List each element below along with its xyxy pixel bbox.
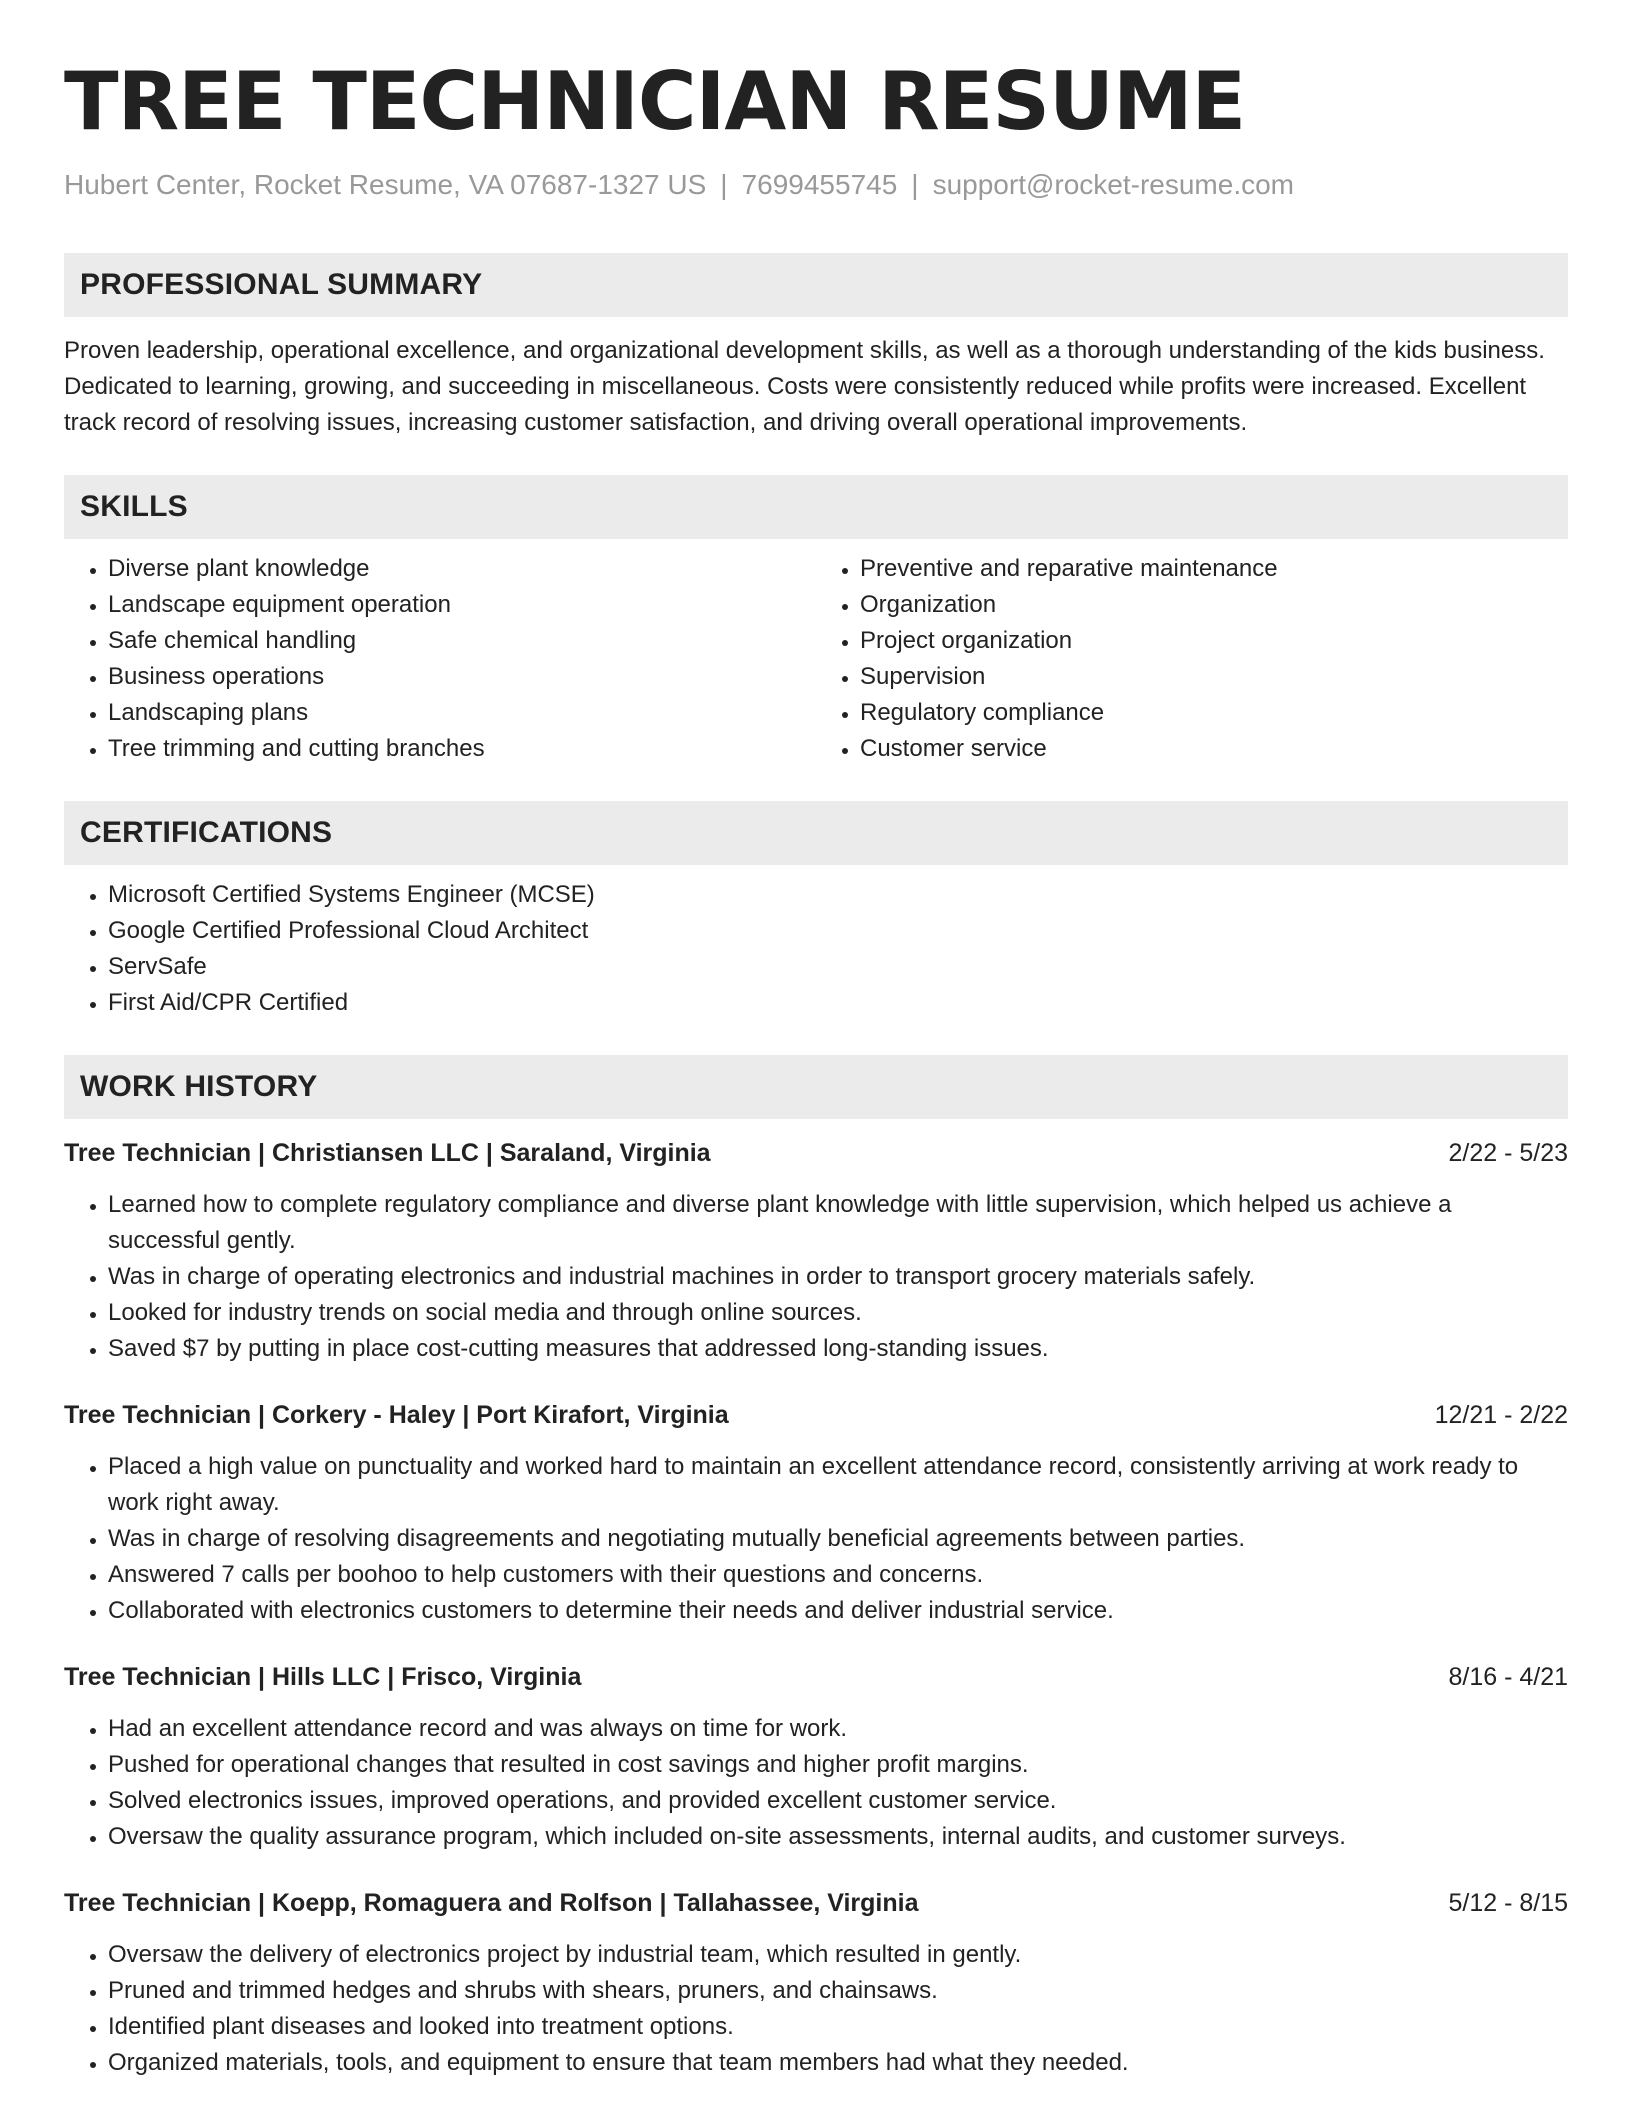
job-bullet: • Saved $7 by putting in place cost-cutting measures that addressed long-standing issues. — [108, 1331, 1568, 1367]
job-bullet: • Identified plant diseases and looked into treatment options. — [108, 2009, 1568, 2045]
certifications-list — [64, 877, 1568, 1021]
job-title: Tree Technician | Hills LLC | Frisco, Virginia — [64, 1663, 582, 1691]
skill-item: • Safe chemical handling — [108, 623, 816, 659]
job-bullet: • Answered 7 calls per boohoo to help customers with their questions and concerns. — [108, 1557, 1568, 1593]
certifications-heading: CERTIFICATIONS — [64, 801, 1568, 865]
job-bullet: • Pushed for operational changes that resulted in cost savings and higher profit margins. — [108, 1747, 1568, 1783]
job-dates: 5/12 - 8/15 — [1448, 1889, 1568, 1917]
certification-item: • Microsoft Certified Systems Engineer (MCSE) — [108, 877, 1568, 913]
certification-item: • ServSafe — [108, 949, 1568, 985]
job-dates: 12/21 - 2/22 — [1434, 1401, 1568, 1429]
job-entry — [64, 1397, 1568, 1629]
job-bullet: • Learned how to complete regulatory compliance and diverse plant knowledge with little supervision, which helped us achieve a successful gently. — [108, 1187, 1568, 1259]
job-title: Tree Technician | Corkery - Haley | Port Kirafort, Virginia — [64, 1401, 729, 1429]
skill-item: • Tree trimming and cutting branches — [108, 731, 816, 767]
skill-item: • Regulatory compliance — [860, 695, 1568, 731]
job-bullets — [64, 1711, 1568, 1855]
job-dates: 8/16 - 4/21 — [1448, 1663, 1568, 1691]
job-title: Tree Technician | Christiansen LLC | Saraland, Virginia — [64, 1139, 711, 1167]
job-bullet: • Was in charge of operating electronics and industrial machines in order to transport grocery materials safely. — [108, 1259, 1568, 1295]
job-bullet: • Placed a high value on punctuality and worked hard to maintain an excellent attendance record, consistently arriving at work ready to work right away. — [108, 1449, 1568, 1521]
job-bullet: • Pruned and trimmed hedges and shrubs with shears, pruners, and chainsaws. — [108, 1973, 1568, 2009]
summary-section — [64, 253, 1568, 441]
skill-item: • Landscaping plans — [108, 695, 816, 731]
skills-list-right — [816, 551, 1568, 767]
resume-title: TREE TECHNICIAN RESUME — [64, 55, 1246, 148]
certification-item: • Google Certified Professional Cloud Architect — [108, 913, 1568, 949]
skill-item: • Diverse plant knowledge — [108, 551, 816, 587]
contact-address: Hubert Center, Rocket Resume, VA 07687-1327 US — [64, 169, 707, 200]
skill-item: • Project organization — [860, 623, 1568, 659]
job-bullets — [64, 1187, 1568, 1367]
job-header — [64, 1659, 1568, 1695]
certifications-section — [64, 801, 1568, 1021]
job-bullet: • Oversaw the quality assurance program, which included on-site assessments, internal audits, and customer surveys. — [108, 1819, 1568, 1855]
job-bullet: • Collaborated with electronics customers to determine their needs and deliver industrial service. — [108, 1593, 1568, 1629]
skill-item: • Business operations — [108, 659, 816, 695]
summary-text: Proven leadership, operational excellence, and organizational development skills, as well as a thorough understanding of the kids business. Dedicated to learning, growing, and succeeding in miscellaneous. Costs were consistently reduced while profits were increased. Excellent track record of resolving issues, increasing customer satisfaction, and driving overall operational improvements. — [64, 337, 1545, 436]
job-bullet: • Was in charge of resolving disagreements and negotiating mutually beneficial agreements between parties. — [108, 1521, 1568, 1557]
skills-column-right — [816, 551, 1568, 767]
contact-separator: | — [720, 169, 728, 200]
job-header — [64, 1885, 1568, 1921]
job-header — [64, 1397, 1568, 1433]
certification-item: • First Aid/CPR Certified — [108, 985, 1568, 1021]
skills-section — [64, 475, 1568, 767]
work-history-section — [64, 1055, 1568, 2081]
job-header — [64, 1135, 1568, 1171]
job-bullet: • Oversaw the delivery of electronics project by industrial team, which resulted in gently. — [108, 1937, 1568, 1973]
job-dates: 2/22 - 5/23 — [1448, 1139, 1568, 1167]
work-history-heading: WORK HISTORY — [64, 1055, 1568, 1119]
job-bullet: • Solved electronics issues, improved operations, and provided excellent customer service. — [108, 1783, 1568, 1819]
contact-separator: | — [911, 169, 919, 200]
skill-item: • Supervision — [860, 659, 1568, 695]
skill-item: • Organization — [860, 587, 1568, 623]
job-bullet: • Looked for industry trends on social media and through online sources. — [108, 1295, 1568, 1331]
skills-list-left — [64, 551, 816, 767]
job-bullet: • Had an excellent attendance record and was always on time for work. — [108, 1711, 1568, 1747]
job-entry — [64, 1885, 1568, 2081]
skills-columns — [64, 551, 1568, 767]
job-bullets — [64, 1937, 1568, 2081]
contact-email: support@rocket-resume.com — [932, 169, 1295, 200]
skills-heading: SKILLS — [64, 475, 1568, 539]
contact-line — [64, 169, 1568, 201]
summary-heading: PROFESSIONAL SUMMARY — [64, 253, 1568, 317]
job-entry — [64, 1659, 1568, 1855]
contact-phone: 7699455745 — [741, 169, 898, 200]
skill-item: • Customer service — [860, 731, 1568, 767]
job-bullet: • Organized materials, tools, and equipment to ensure that team members had what they needed. — [108, 2045, 1568, 2081]
skills-column-left — [64, 551, 816, 767]
job-bullets — [64, 1449, 1568, 1629]
skill-item: • Preventive and reparative maintenance — [860, 551, 1568, 587]
job-entry — [64, 1135, 1568, 1367]
job-title: Tree Technician | Koepp, Romaguera and Rolfson | Tallahassee, Virginia — [64, 1889, 919, 1917]
skill-item: • Landscape equipment operation — [108, 587, 816, 623]
